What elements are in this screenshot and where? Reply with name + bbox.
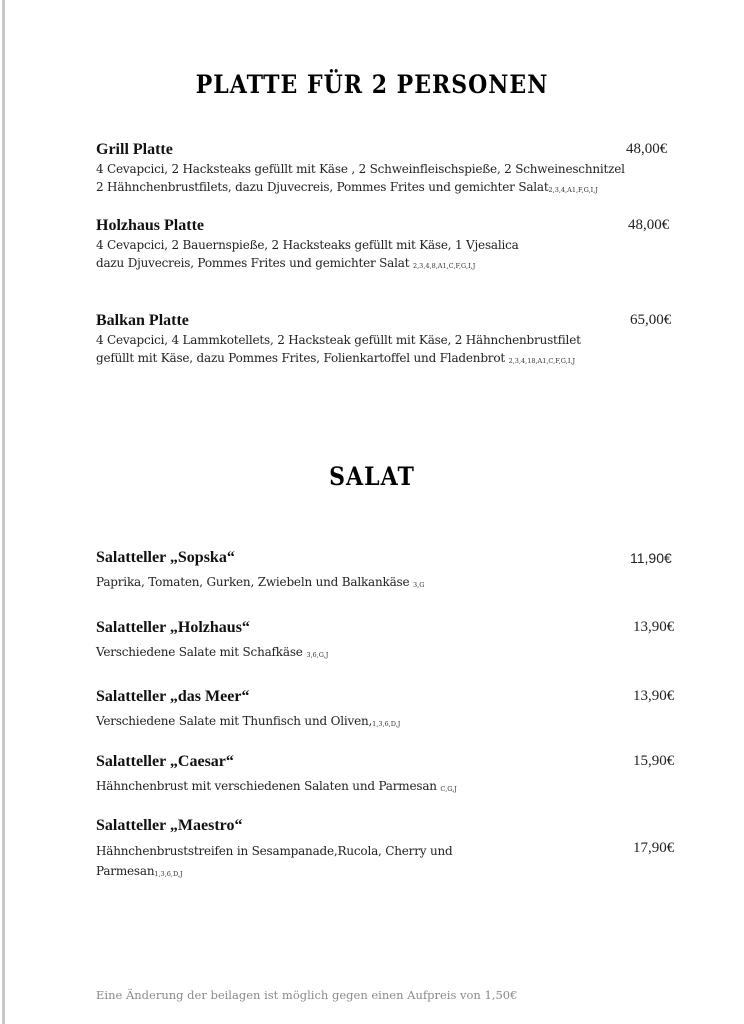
item-price: 13,90€ bbox=[633, 619, 675, 635]
allergen-codes: 3,6,G,J bbox=[306, 651, 329, 659]
item-name: Balkan Platte bbox=[96, 312, 189, 329]
item-description: Paprika, Tomaten, Gurken, Zwiebeln und Balkankäse 3,G bbox=[96, 575, 425, 589]
menu-item-grill-platte bbox=[96, 140, 686, 199]
section-title-salat: SALAT bbox=[329, 462, 415, 492]
item-description: Verschiedene Salate mit Schafkäse 3,6,G,J bbox=[96, 645, 329, 659]
allergen-codes: 2,3,4,18,A1,C,F,G,I,J bbox=[508, 357, 576, 365]
item-description: Hähnchenbruststreifen in Sesampanade,Rucola, Cherry und Parmesan1,3,6,D,J bbox=[96, 844, 453, 878]
item-name: Salatteller „Maestro“ bbox=[96, 817, 243, 834]
item-price: 65,00€ bbox=[630, 312, 672, 328]
allergen-codes: 1,3,6,D,J bbox=[372, 720, 401, 728]
item-price: 13,90€ bbox=[633, 688, 675, 704]
menu-item-salat-holzhaus bbox=[96, 618, 686, 664]
menu-item-salat-caesar bbox=[96, 752, 686, 798]
item-name: Salatteller „Sopska“ bbox=[96, 549, 235, 566]
item-price: 17,90€ bbox=[633, 840, 675, 856]
menu-item-salat-das-meer bbox=[96, 687, 686, 733]
item-name: Holzhaus Platte bbox=[96, 217, 204, 234]
item-name: Salatteller „das Meer“ bbox=[96, 688, 250, 705]
item-description: Hähnchenbrust mit verschiedenen Salaten und Parmesan C,G,J bbox=[96, 779, 457, 793]
item-price: 48,00€ bbox=[628, 217, 670, 233]
item-price: 48,00€ bbox=[626, 141, 668, 157]
item-description: 4 Cevapcici, 2 Bauernspieße, 2 Hacksteaks gefüllt mit Käse, 1 Vjesalica dazu Djuvecreis, Pommes Frites und gemichter Salat 2,3,4,8,A1,C,F,G,I,J bbox=[96, 238, 519, 270]
allergen-codes: 1,3,6,D,J bbox=[154, 870, 183, 878]
item-description: 4 Cevapcici, 2 Hacksteaks gefüllt mit Käse , 2 Schweinfleischspieße, 2 Schweineschnitzel 2 Hähnchenbrustfilets, dazu Djuvecreis, Pommes Frites und gemichter Salat2,3,4,A1,F,G,I,J bbox=[96, 162, 625, 194]
item-name: Salatteller „Holzhaus“ bbox=[96, 619, 250, 636]
menu-item-holzhaus-platte bbox=[96, 216, 686, 275]
item-price: 15,90€ bbox=[633, 753, 675, 769]
item-price: 11,90€ bbox=[630, 550, 672, 566]
section-title-platters: PLATTE FÜR 2 PERSONEN bbox=[195, 70, 549, 100]
item-description: 4 Cevapcici, 4 Lammkotellets, 2 Hacksteak gefüllt mit Käse, 2 Hähnchenbrustfilet gefüllt mit Käse, dazu Pommes Frites, Folienkartoffel und Fladenbrot 2,3,4,18,A1,C,F,G,I,J bbox=[96, 333, 581, 365]
item-name: Salatteller „Caesar“ bbox=[96, 753, 234, 770]
page-edge-rule bbox=[2, 0, 5, 1024]
footer-surcharge-note: Eine Änderung der beilagen ist möglich gegen einen Aufpreis von 1,50€ bbox=[96, 988, 518, 1002]
menu-item-salat-sopska bbox=[96, 548, 686, 594]
allergen-codes: 2,3,4,8,A1,C,F,G,I,J bbox=[412, 262, 476, 270]
allergen-codes: 2,3,4,A1,F,G,I,J bbox=[548, 186, 598, 194]
item-description: Verschiedene Salate mit Thunfisch und Oliven,1,3,6,D,J bbox=[96, 714, 401, 728]
allergen-codes: C,G,J bbox=[440, 785, 457, 793]
allergen-codes: 3,G bbox=[413, 581, 425, 589]
menu-item-salat-maestro bbox=[96, 816, 686, 884]
item-name: Grill Platte bbox=[96, 141, 173, 158]
menu-item-balkan-platte bbox=[96, 311, 686, 370]
